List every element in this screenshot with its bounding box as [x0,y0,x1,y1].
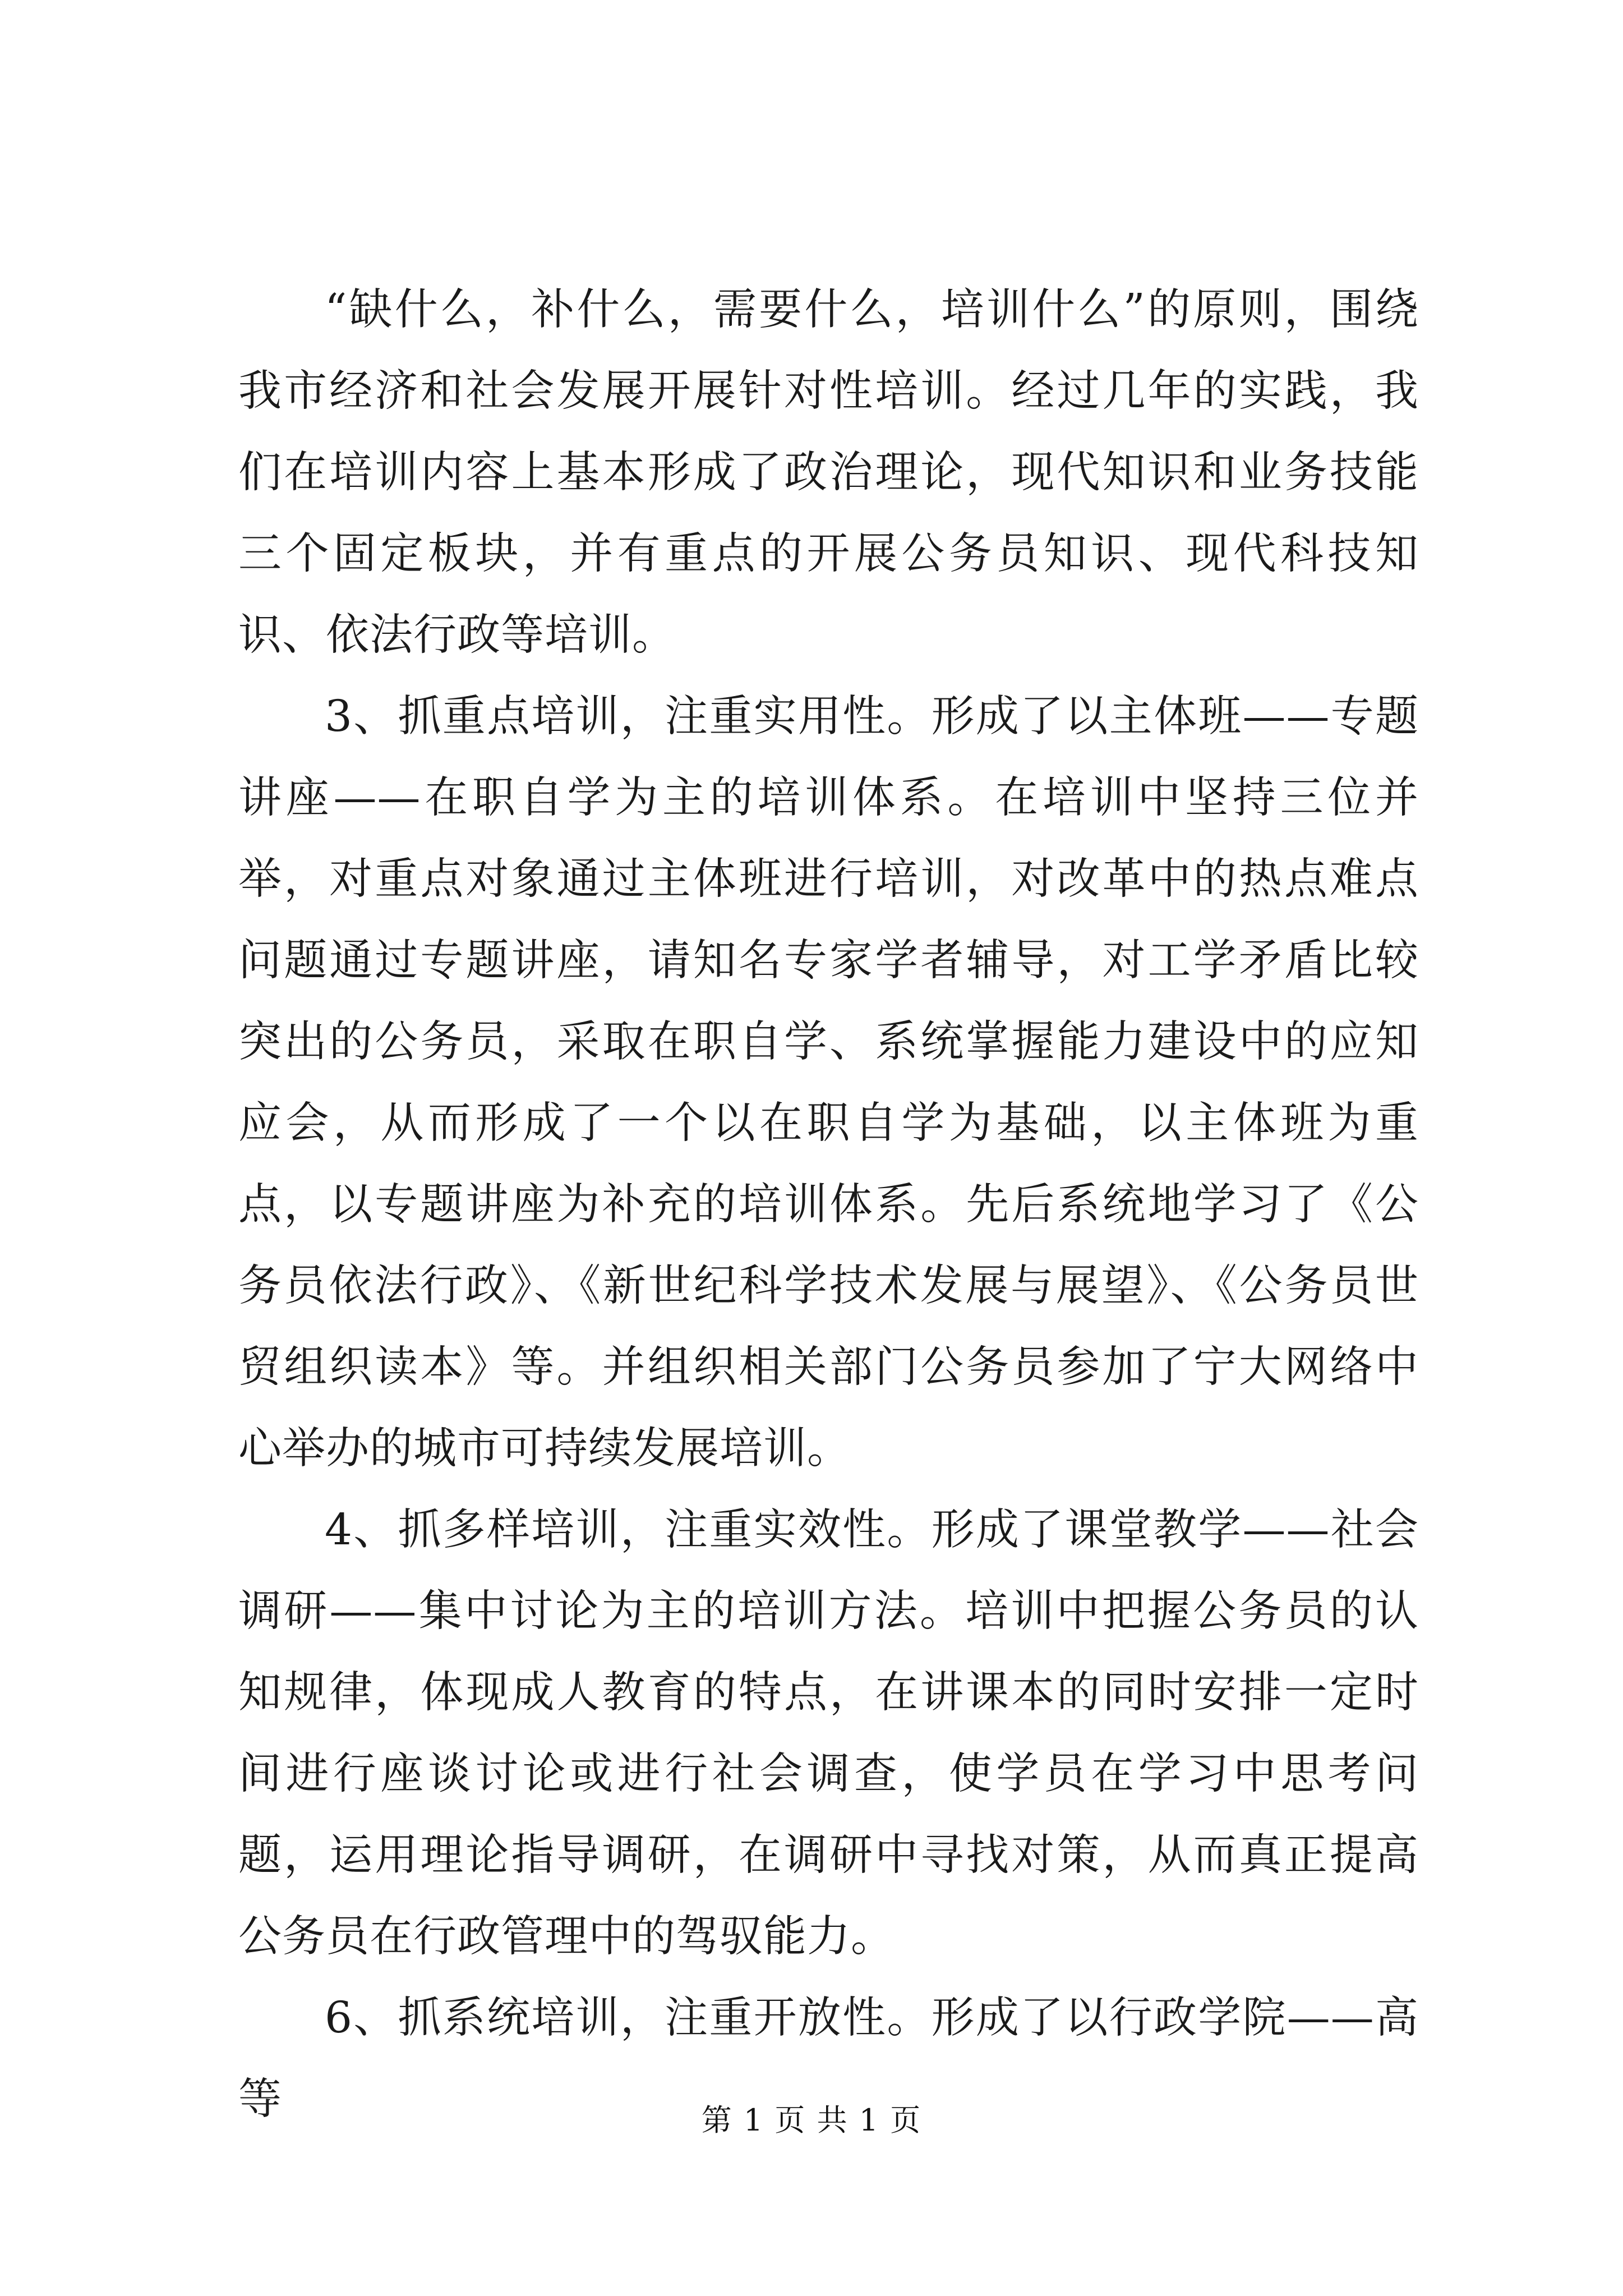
paragraph-key-training: 3、抓重点培训，注重实用性。形成了以主体班——专题讲座——在职自学为主的培训体系。在培训中坚持三位并举，对重点对象通过主体班进行培训，对改革中的热点难点问题通过专题讲座，请知名专家学者辅导，对工学矛盾比较突出的公务员，采取在职自学、系统掌握能力建设中的应知应会，从而形成了一个以在职自学为基础，以主体班为重点，以专题讲座为补充的培训体系。先后系统地学习了《公务员依法行政》、《新世纪科学技术发展与展望》、《公务员世贸组织读本》等。并组织相关部门公务员参加了宁大网络中心举办的城市可持续发展培训。 [238,692,1419,1474]
document-body [238,269,1419,2140]
page-number-footer: 第 1 页 共 1 页 [701,2102,922,2138]
paragraph-training-principle: “缺什么，补什么，需要什么，培训什么”的原则，围绕我市经济和社会发展开展针对性培训。经过几年的实践，我们在培训内容上基本形成了政治理论，现代知识和业务技能三个固定板块，并有重点的开展公务员知识、现代科技知识、依法行政等培训。 [238,285,1419,660]
paragraph-systematic-training: 6、抓系统培训，注重开放性。形成了以行政学院——高等 [238,1993,1419,2124]
paragraph-diverse-training: 4、抓多样培训，注重实效性。形成了课堂教学——社会调研——集中讨论为主的培训方法。培训中把握公务员的认知规律，体现成人教育的特点，在讲课本的同时安排一定时间进行座谈讨论或进行社会调查，使学员在学习中思考问题，运用理论指导调研，在调研中寻找对策，从而真正提高公务员在行政管理中的驾驭能力。 [238,1505,1419,1962]
